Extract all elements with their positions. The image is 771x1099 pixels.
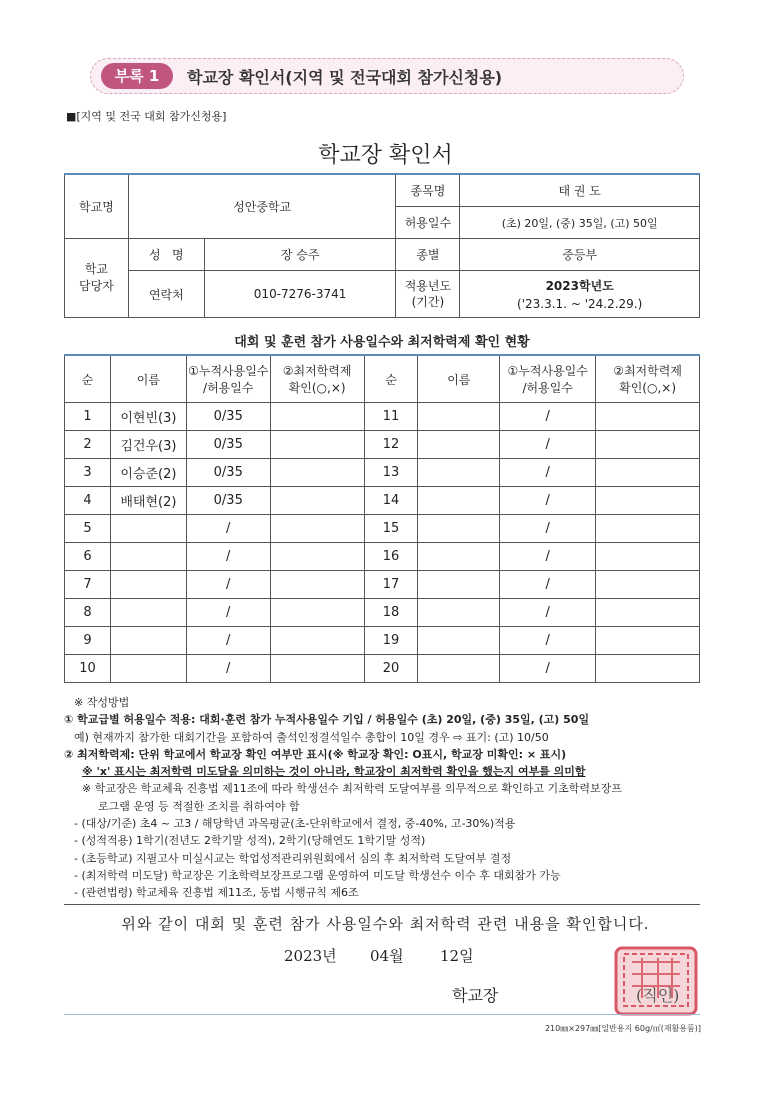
instructions: [64, 694, 714, 902]
appendix-tag: 부록 1: [101, 63, 173, 89]
row-num: 12: [364, 431, 418, 459]
year-value: 2023학년도: [545, 279, 614, 293]
row-grade: [270, 403, 364, 431]
contact-label: 연락처: [128, 271, 204, 318]
row-grade: [596, 515, 700, 543]
row-name: [418, 655, 500, 683]
form-type-label: ■[지역 및 전국 대회 참가신청용]: [66, 110, 227, 123]
header-num: 순: [65, 355, 111, 403]
row-grade: [596, 459, 700, 487]
row-num: 10: [65, 655, 111, 683]
row-grade: [596, 403, 700, 431]
note-elementary: - (초등학교) 지필고사 미실시교는 학업성적관리위원회에서 심의 후 최저학력 도달여부 결정: [74, 851, 512, 865]
event-label: 종목명: [396, 174, 460, 207]
row-name: [110, 571, 186, 599]
contact-value: 010-7276-3741: [204, 271, 396, 318]
divider: [64, 904, 700, 905]
row-num: 13: [364, 459, 418, 487]
row-num: 1: [65, 403, 111, 431]
school-info-table: [64, 173, 700, 318]
date-year: 2023년: [284, 947, 337, 965]
row-days: /: [500, 459, 596, 487]
row-days: 0/35: [186, 459, 270, 487]
note-law: - (관련법령) 학교체육 진흥법 제11조, 동법 시행규칙 제6조: [74, 886, 359, 900]
appendix-title: 학교장 확인서(지역 및 전국대회 참가신청용): [187, 68, 503, 87]
row-num: 7: [65, 571, 111, 599]
row-name: [418, 627, 500, 655]
row-grade: [596, 431, 700, 459]
row-grade: [270, 571, 364, 599]
row-days: /: [186, 655, 270, 683]
table-row: [65, 515, 700, 543]
row-days: /: [186, 599, 270, 627]
row-grade: [270, 487, 364, 515]
row-name: 이현빈(3): [110, 403, 186, 431]
row-name: [418, 403, 500, 431]
row-num: 2: [65, 431, 111, 459]
note-grades: - (성적적용) 1학기(전년도 2학기말 성적), 2학기(당해연도 1학기말 성적): [74, 834, 426, 848]
participation-table: [64, 354, 700, 683]
header-grade: ②최저학력제 확인(○,×): [596, 355, 700, 403]
row-name: 김건우(3): [110, 431, 186, 459]
row-name: [418, 431, 500, 459]
row-grade: [270, 599, 364, 627]
row-grade: [270, 627, 364, 655]
row-num: 16: [364, 543, 418, 571]
row-grade: [270, 431, 364, 459]
row-num: 3: [65, 459, 111, 487]
allowed-days-value: (초) 20일, (중) 35일, (고) 50일: [460, 207, 700, 239]
row-name: [418, 487, 500, 515]
row-name: [110, 627, 186, 655]
year-period: ('23.3.1. ~ '24.2.29.): [517, 297, 643, 311]
row-num: 11: [364, 403, 418, 431]
header-num: 순: [364, 355, 418, 403]
name-label: 성 명: [128, 239, 204, 271]
date-month: 04월: [370, 947, 404, 965]
row-days: 0/35: [186, 487, 270, 515]
row-days: 0/35: [186, 431, 270, 459]
year-label: 적용년도 (기간): [396, 271, 460, 318]
note-target: - (대상/기준) 초4 ~ 고3 / 해당학년 과목평균(초-단위학교에서 결정, 중-40%, 고-30%)적용: [74, 817, 516, 831]
row-days: /: [500, 571, 596, 599]
note-principal-duty-cont: 로그램 운영 등 적절한 조치를 취하여야 함: [98, 799, 300, 813]
row-num: 14: [364, 487, 418, 515]
table-row: [65, 543, 700, 571]
note-min-grade: ② 최저학력제: 단위 학교에서 학교장 확인 여부만 표시(※ 학교장 확인: O표시, 학교장 미확인: × 표시): [64, 747, 567, 761]
row-days: /: [186, 571, 270, 599]
header-grade: ②최저학력제 확인(○,×): [270, 355, 364, 403]
table-row: [65, 627, 700, 655]
row-name: [110, 599, 186, 627]
row-days: /: [186, 543, 270, 571]
row-num: 5: [65, 515, 111, 543]
date-day: 12일: [440, 947, 474, 965]
row-days: /: [500, 403, 596, 431]
row-days: /: [500, 543, 596, 571]
note-allowed-days: ① 학교급별 허용일수 적용: 대회·훈련 참가 누적사용일수 기입 / 허용일수 (초) 20일, (중) 35일, (고) 50일: [64, 713, 590, 727]
row-grade: [596, 599, 700, 627]
row-num: 9: [65, 627, 111, 655]
table-row: [65, 487, 700, 515]
row-grade: [596, 543, 700, 571]
row-days: /: [500, 431, 596, 459]
header-days: ①누적사용일수 /허용일수: [500, 355, 596, 403]
row-name: 배태현(2): [110, 487, 186, 515]
manager-label: 학교 담당자: [65, 239, 129, 318]
table-row: [65, 571, 700, 599]
type-label: 종별: [396, 239, 460, 271]
row-num: 15: [364, 515, 418, 543]
year-value-cell: [460, 271, 700, 318]
row-name: 이승준(2): [110, 459, 186, 487]
row-days: /: [500, 599, 596, 627]
row-days: /: [500, 487, 596, 515]
row-name: [110, 543, 186, 571]
row-num: 20: [364, 655, 418, 683]
row-days: /: [500, 655, 596, 683]
row-grade: [596, 655, 700, 683]
section-title: 대회 및 훈련 참가 사용일수와 최저학력제 확인 현황: [234, 335, 530, 350]
note-x-meaning: ※ 'x' 표시는 최저학력 미도달을 의미하는 것이 아니라, 학교장이 최저학력 확인을 했는지 여부를 의미함: [82, 765, 586, 779]
row-days: /: [500, 627, 596, 655]
row-grade: [270, 515, 364, 543]
row-days: /: [186, 627, 270, 655]
row-num: 19: [364, 627, 418, 655]
paper-spec: 210㎜×297㎜[일반용지 60g/㎡(재활용품)]: [544, 1024, 701, 1033]
row-num: 8: [65, 599, 111, 627]
note-allowed-days-example: 예) 현재까지 참가한 대회기간을 포함하여 출석인정결석일수 총합이 10일 경우 ⇨ 표기: (고) 10/50: [74, 730, 549, 744]
row-name: [110, 655, 186, 683]
seal-label: (직인): [636, 986, 680, 1005]
row-name: [418, 543, 500, 571]
event-value: 태 권 도: [460, 174, 700, 207]
document-title: 학교장 확인서: [318, 143, 453, 168]
row-name: [110, 515, 186, 543]
header-name: 이름: [110, 355, 186, 403]
school-value: 성안중학교: [128, 174, 396, 239]
official-seal-stamp: [612, 944, 702, 1020]
row-name: [418, 571, 500, 599]
allowed-days-label: 허용일수: [396, 207, 460, 239]
row-grade: [596, 627, 700, 655]
appendix-banner: [90, 58, 684, 94]
row-grade: [270, 543, 364, 571]
table-row: [65, 599, 700, 627]
table-row: [65, 655, 700, 683]
principal-label: 학교장: [452, 986, 499, 1005]
note-principal-duty: ※ 학교장은 학교체육 진흥법 제11조에 따라 학생선수 최저학력 도달여부를 의무적으로 확인하고 기초학력보장프: [82, 782, 622, 796]
table-row: [65, 403, 700, 431]
row-grade: [270, 459, 364, 487]
row-grade: [270, 655, 364, 683]
row-grade: [596, 487, 700, 515]
row-days: /: [500, 515, 596, 543]
table-row: [65, 431, 700, 459]
row-days: 0/35: [186, 403, 270, 431]
notes-heading: ※ 작성방법: [74, 696, 130, 709]
row-num: 4: [65, 487, 111, 515]
row-num: 6: [65, 543, 111, 571]
row-days: /: [186, 515, 270, 543]
confirmation-statement: 위와 같이 대회 및 훈련 참가 사용일수와 최저학력 관련 내용을 확인합니다.: [121, 915, 650, 933]
type-value: 중등부: [460, 239, 700, 271]
row-name: [418, 515, 500, 543]
row-num: 18: [364, 599, 418, 627]
name-value: 장 승주: [204, 239, 396, 271]
note-not-reached: - (최저학력 미도달) 학교장은 기초학력보장프로그램 운영하여 미도달 학생선수 이수 후 대회참가 가능: [74, 868, 561, 882]
row-name: [418, 599, 500, 627]
row-grade: [596, 571, 700, 599]
row-name: [418, 459, 500, 487]
bottom-divider: [64, 1014, 700, 1015]
header-name: 이름: [418, 355, 500, 403]
table-row: [65, 459, 700, 487]
school-label: 학교명: [65, 174, 129, 239]
row-num: 17: [364, 571, 418, 599]
header-days: ①누적사용일수 /허용일수: [186, 355, 270, 403]
